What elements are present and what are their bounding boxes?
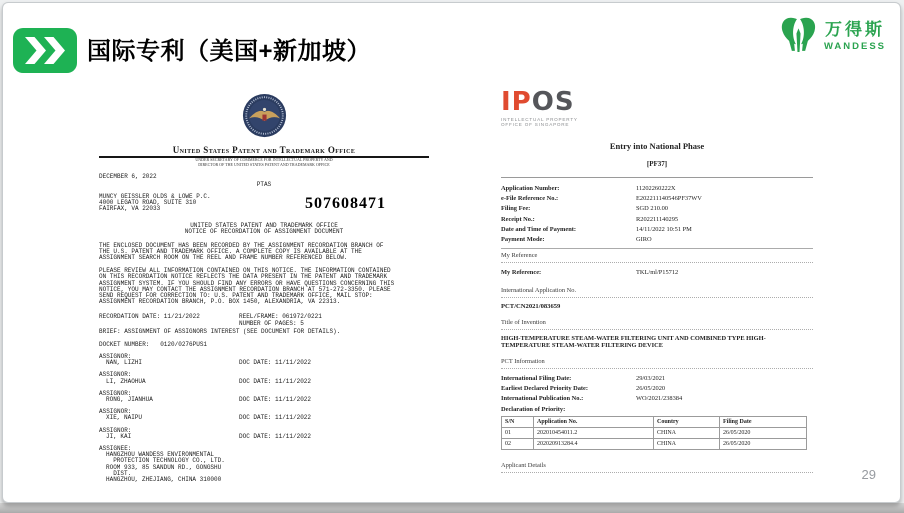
- table-row: [502, 439, 807, 450]
- section-pct-information: PCT Information: [501, 355, 813, 369]
- table-cell: CHINA: [654, 439, 720, 450]
- docket-number: DOCKET NUMBER: 0120/0276PUS1: [99, 340, 208, 348]
- field-value: R202211140295: [636, 215, 679, 223]
- uspto-office-name: United States Patent and Trademark Office: [172, 145, 356, 155]
- field-label: Application Number:: [501, 184, 560, 192]
- ipos-logo-subtitle-1: INTELLECTUAL PROPERTY: [501, 117, 578, 122]
- section-title-of-invention: Title of Invention: [501, 316, 813, 330]
- recordation-details: [99, 313, 429, 327]
- assignor-block: [99, 391, 429, 403]
- column-header: Country: [654, 417, 720, 428]
- assignor-block: [99, 409, 429, 421]
- number-of-pages: NUMBER OF PAGES: 5: [239, 319, 304, 327]
- slide-card: [2, 2, 901, 503]
- field-value: GIRO: [636, 236, 652, 244]
- uspto-office-subtitle-1: UNDER SECRETARY OF COMMERCE FOR INTELLECTUAL PROPERTY AND: [195, 157, 333, 162]
- field-label: Payment Mode:: [501, 236, 545, 244]
- table-cell: 01: [502, 428, 534, 439]
- notice-heading-1: UNITED STATES PATENT AND TRADEMARK OFFICE: [190, 222, 338, 230]
- address-block: [99, 194, 429, 213]
- notice-paragraph-1: THE ENCLOSED DOCUMENT HAS BEEN RECORDED BY THE ASSIGNMENT RECORDATION BRANCH OF THE U.S. PATENT AND TRADEMARK OFFICE. A COMPLETE COPY IS AVAILABLE AT THE ASSIGNMENT SEARCH ROOM ON THE REEL AND FRAME NUMBER REFERENCED BELOW.: [99, 241, 384, 262]
- form-title: Entry into National Phase: [609, 140, 705, 151]
- assignee-line: ROOM 933, 85 SANDUN RD., GONGSHU: [106, 463, 222, 471]
- assignee-line: PROTECTION TECHNOLOGY CO., LTD.: [106, 457, 225, 465]
- notice-heading-2: NOTICE OF RECORDATION OF ASSIGNMENT DOCUMENT: [184, 228, 344, 236]
- assignor-doc-date: DOC DATE: 11/11/2022: [239, 414, 312, 422]
- letter-date: DECEMBER 6, 2022: [99, 173, 157, 181]
- assignee-line: HANGZHOU, ZHEJIANG, CHINA 310000: [106, 476, 222, 484]
- uspto-office-subtitle-2: DIRECTOR OF THE UNITED STATES PATENT AND TRADEMARK OFFICE: [198, 161, 330, 167]
- field-value: TKL/ml/P15712: [636, 268, 679, 276]
- international-application-number: PCT/CN2021/083659: [501, 302, 561, 310]
- field-label: Date and Time of Payment:: [501, 226, 577, 234]
- assignee-block: [99, 446, 429, 483]
- priority-table-header-row: [502, 417, 807, 428]
- assignor-label: ASSIGNOR:: [99, 371, 132, 379]
- field-label: International Filing Date:: [501, 374, 572, 382]
- brand-name-cn: 万得斯: [824, 20, 885, 39]
- table-cell: 26/05/2020: [720, 428, 807, 439]
- assignor-name: NAN, LIZHI: [106, 359, 143, 367]
- field-value: 29/03/2021: [636, 374, 666, 382]
- table-cell: 202010454011.2: [534, 428, 654, 439]
- field-label: Filing Fee:: [501, 205, 531, 213]
- assignor-doc-date: DOC DATE: 11/11/2022: [239, 396, 312, 404]
- field-label: e-File Reference No.:: [501, 194, 559, 202]
- address-line: 4000 LEGATO ROAD, SUITE 310: [99, 198, 197, 206]
- page-title: 国际专利（美国+新加坡）: [87, 38, 372, 65]
- field-value: WO/2021/238384: [636, 395, 683, 403]
- uspto-letter: [99, 93, 429, 483]
- address-line: MUNCY GEISSLER OLDS & LOWE P.C.: [99, 192, 211, 200]
- assignor-block: [99, 372, 429, 384]
- invention-title: HIGH-TEMPERATURE STEAM-WATER FILTERING UNIT AND COMBINED TYPE HIGH-TEMPERATURE STEAM-WATER FILTERING DEVICE: [501, 334, 766, 349]
- assignor-label: ASSIGNOR:: [99, 426, 132, 434]
- assignor-label: ASSIGNOR:: [99, 408, 132, 416]
- priority-table: [501, 416, 807, 450]
- field-value: 14/11/2022 10:51 PM: [636, 226, 692, 234]
- field-label: Earliest Declared Priority Date:: [501, 385, 589, 393]
- field-label: My Reference:: [501, 268, 542, 276]
- ipos-logo-ip: IP: [501, 87, 532, 117]
- assignor-doc-date: DOC DATE: 11/11/2022: [239, 377, 312, 385]
- ipos-form: [501, 89, 813, 473]
- assignor-name: LI, ZHAOHUA: [106, 377, 146, 385]
- column-header: Application No.: [534, 417, 654, 428]
- notice-paragraph-2: PLEASE REVIEW ALL INFORMATION CONTAINED ON THIS NOTICE. THE INFORMATION CONTAINED ON THIS RECORDATION NOTICE REFLECTS THE DATA PRESENT IN THE PATENT AND TRADEMARK ASSIGNMENT SYSTEM. IF YOU SHOULD FIND ANY ERRORS OR HAVE QUESTIONS CONCERNING THIS NOTICE, YOU MAY CONTACT THE ASSIGNMENT RECORDATION BRANCH AT 571-272-3350. PLEASE SEND REQUEST FOR CORRECTION TO: U.S. PATENT AND TRADEMARK OFFICE, MAIL STOP: ASSIGNMENT RECORDATION BRANCH, P.O. BOX 1450, ALEXANDRIA, VA 22313.: [99, 267, 395, 306]
- form-code: [PF37]: [646, 159, 668, 168]
- divider: [501, 177, 813, 178]
- field-label: International Publication No.:: [501, 395, 584, 403]
- recordation-date: RECORDATION DATE: 11/21/2022: [99, 313, 200, 321]
- assignor-name: XIE, NAIPU: [106, 414, 143, 422]
- field-value: 11202260222X: [636, 184, 676, 192]
- table-cell: 02: [502, 439, 534, 450]
- uspto-seal-wrap: [99, 93, 429, 143]
- table-cell: CHINA: [654, 428, 720, 439]
- assignor-name: JI, KAI: [106, 432, 132, 440]
- wandess-logo: [778, 13, 886, 54]
- assignee-line: HANGZHOU WANDESS ENVIRONMENTAL: [106, 451, 215, 459]
- field-label: Receipt No.:: [501, 215, 535, 223]
- section-applicant-details: Applicant Details: [501, 459, 813, 473]
- assignee-label: ASSIGNEE:: [99, 445, 132, 453]
- reel-frame: REEL/FRAME: 061972/0221: [239, 313, 322, 321]
- wandess-plant-icon: [778, 13, 819, 54]
- declaration-of-priority-label: Declaration of Priority:: [501, 406, 566, 414]
- payment-fields: [501, 183, 813, 245]
- assignor-doc-date: DOC DATE: 11/11/2022: [239, 359, 312, 367]
- assignor-name: RONG, JIANHUA: [106, 396, 153, 404]
- recordation-number: 507608471: [305, 194, 386, 212]
- field-value: 26/05/2020: [636, 385, 666, 393]
- table-cell: 202020913284.4: [534, 439, 654, 450]
- page-number: 29: [861, 467, 876, 482]
- section-intl-application: International Application No.: [501, 284, 813, 298]
- field-value: E202211140546PF37WV: [636, 194, 702, 202]
- double-chevron-icon: [24, 37, 66, 64]
- assignor-label: ASSIGNOR:: [99, 353, 132, 361]
- brand-name-en: WANDESS: [823, 41, 886, 52]
- table-cell: 26/05/2020: [720, 439, 807, 450]
- title-badge: [13, 28, 77, 73]
- table-row: [502, 428, 807, 439]
- column-header: S/N: [502, 417, 534, 428]
- ipos-logo-os: OS: [531, 87, 575, 117]
- assignor-block: [99, 428, 429, 440]
- address-line: FAIRFAX, VA 22033: [99, 205, 161, 212]
- assignor-label: ASSIGNOR:: [99, 389, 132, 397]
- assignor-doc-date: DOC DATE: 11/11/2022: [239, 432, 312, 440]
- ipos-logo-subtitle-2: OFFICE OF SINGAPORE: [501, 122, 570, 128]
- ptas-label: PTAS: [256, 181, 272, 189]
- column-header: Filing Date: [720, 417, 807, 428]
- uspto-seal-icon: [242, 93, 287, 138]
- brief-line: BRIEF: ASSIGNMENT OF ASSIGNORS INTEREST (SEE DOCUMENT FOR DETAILS).: [99, 327, 341, 335]
- slide-edge-shadow: [0, 503, 904, 513]
- section-my-reference: My Reference: [501, 248, 813, 263]
- assignor-block: [99, 354, 429, 366]
- assignee-line: DIST.: [106, 469, 132, 477]
- field-value: SGD 210.00: [636, 205, 668, 213]
- ipos-logo: [501, 89, 813, 128]
